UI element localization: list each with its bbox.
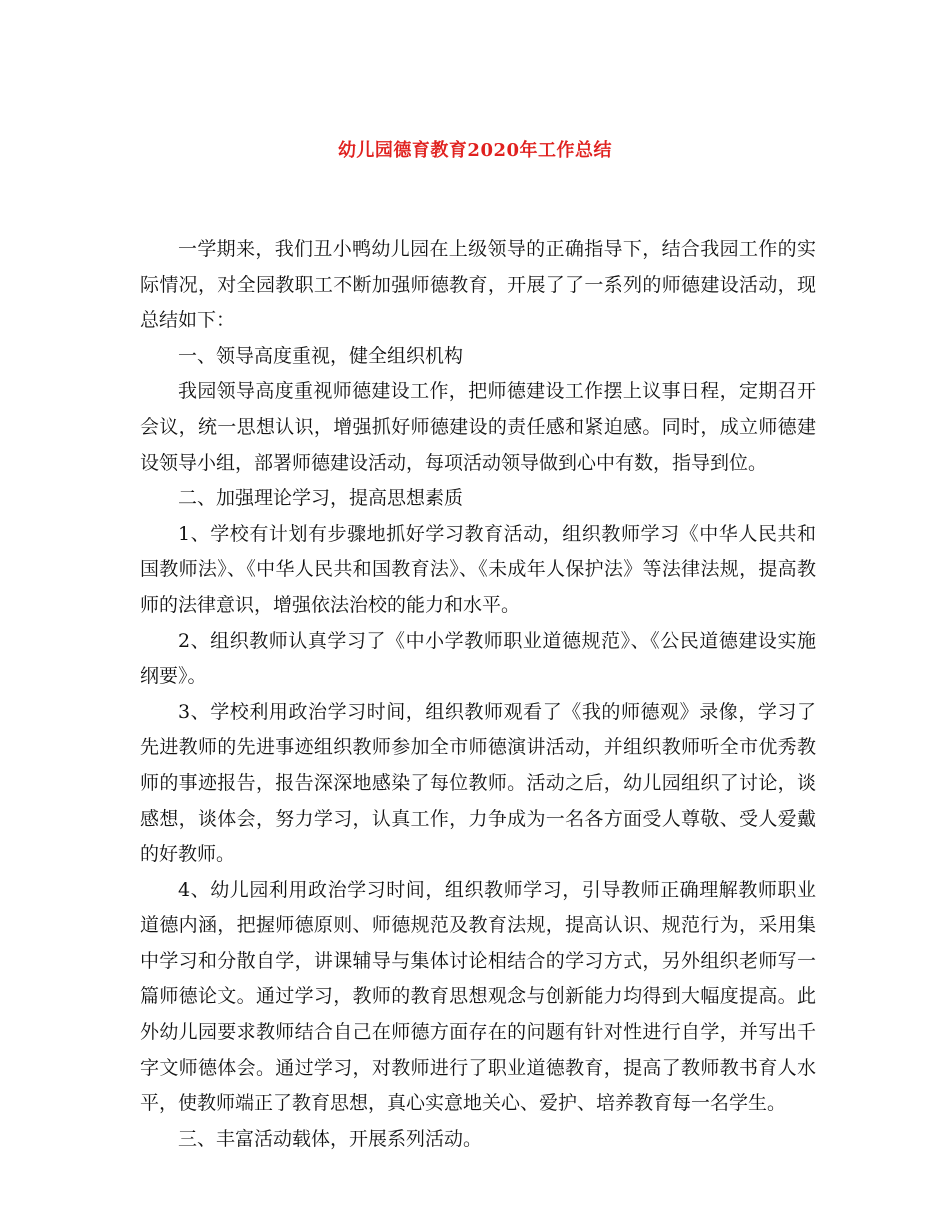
paragraph-item-3: 3、学校利用政治学习时间，组织教师观看了《我的师德观》录像，学习了先进教师的先进事迹组织教师参加全市师德演讲活动，并组织教师听全市优秀教师的事迹报告，报告深深地感染了每位教师。活动之后，幼儿园组织了讨论，谈感想，谈体会，努力学习，认真工作，力争成为一名各方面受人尊敬、受人爱戴的好教师。	[140, 700, 816, 866]
paragraph-item-1: 1、学校有计划有步骤地抓好学习教育活动，组织教师学习《中华人民共和国教师法》、《中华人民共和国教育法》、《未成年人保护法》等法律法规，提高教师的法律意识，增强依法治校的能力和水平。	[140, 522, 816, 616]
document-body	[140, 232, 816, 1157]
paragraph-item-4: 4、幼儿园利用政治学习时间，组织教师学习，引导教师正确理解教师职业道德内涵，把握师德原则、师德规范及教育法规，提高认识、规范行为，采用集中学习和分散自学，讲课辅导与集体讨论相结合的学习方式，另外组织老师写一篇师德论文。通过学习，教师的教育思想观念与创新能力均得到大幅度提高。此外幼儿园要求教师结合自己在师德方面存在的问题有针对性进行自学，并写出千字文师德体会。通过学习，对教师进行了职业道德教育，提高了教师教书育人水平，使教师端正了教育思想，真心实意地关心、爱护、培养教育每一名学生。	[140, 878, 816, 1115]
section-heading-2: 二、加强理论学习，提高思想素质	[178, 487, 464, 510]
document-title: 幼儿园德育教育2020年工作总结	[337, 140, 613, 161]
section-heading-3: 三、丰富活动载体，开展系列活动。	[178, 1127, 483, 1150]
section-heading-1: 一、领导高度重视，健全组织机构	[178, 344, 464, 367]
paragraph-intro: 一学期来，我们丑小鸭幼儿园在上级领导的正确指导下，结合我园工作的实际情况，对全园教职工不断加强师德教育，开展了了一系列的师德建设活动，现总结如下：	[140, 238, 816, 332]
paragraph-section-1: 我园领导高度重视师德建设工作，把师德建设工作摆上议事日程，定期召开会议，统一思想认识，增强抓好师德建设的责任感和紧迫感。同时，成立师德建设领导小组，部署师德建设活动，每项活动领导做到心中有数，指导到位。	[140, 380, 816, 474]
paragraph-item-2: 2、组织教师认真学习了《中小学教师职业道德规范》、《公民道德建设实施纲要》。	[140, 629, 816, 688]
